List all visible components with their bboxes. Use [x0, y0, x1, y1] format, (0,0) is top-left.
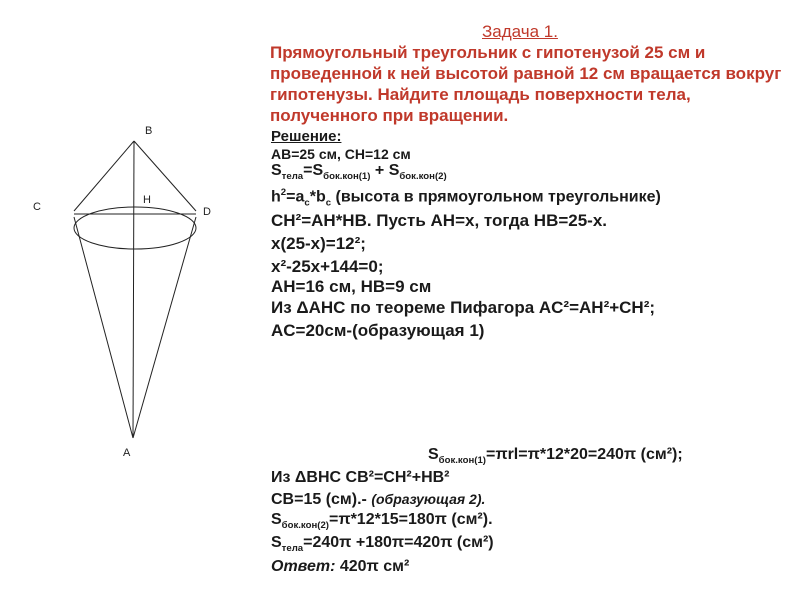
solution-line-8: Из ΔAHC по теореме Пифагора AC²=AH²+CH²;	[271, 298, 656, 317]
formula-height: $h^2=a_c*b_c$ (высота в прямоугольном треугольнике)	[271, 187, 661, 209]
label-a: A	[123, 447, 131, 459]
answer-label: Ответ:	[271, 558, 336, 575]
solution-heading: Решение:	[271, 128, 342, 145]
solution-line-5: x(25-x)=12²;	[271, 234, 366, 253]
solution-line-6: x²-25x+144=0;	[271, 257, 384, 276]
label-b: B	[145, 125, 153, 137]
label-h: H	[143, 194, 151, 206]
problem-statement: Прямоугольный треугольник с гипотенузой 25 см и проведенной к ней высотой равной 12 см вращается вокруг гипотенузы. Найдите площадь поверхности тела, полученного при вращении.	[270, 43, 782, 125]
solution-line-11: Из ΔBHC CB²=CH²+HB²	[271, 469, 450, 486]
answer-value: 420π см²	[335, 558, 410, 575]
label-c: C	[33, 201, 41, 213]
label-d: D	[203, 206, 211, 218]
solution-line-9: AC=20см-(образующая 1)	[271, 321, 485, 340]
line-ac	[74, 217, 133, 438]
formula-total-area: $S_{тела}=240\pi +180\pi=420\pi$ (см²)	[271, 534, 494, 555]
base-ellipse	[74, 207, 196, 249]
solution-line-12: CB=15 (см).- (образующая 2).	[271, 491, 486, 508]
formula-s-total: $S_{тела}=S_{бок.кон(1)} + S_{бок.кон(2)}$	[271, 162, 447, 183]
task-title: Задача 1.	[482, 22, 558, 41]
solution-line-7: AH=16 см, HB=9 см	[271, 277, 432, 296]
answer-line	[271, 558, 791, 576]
solution-given: АВ=25 см, СН=12 см	[271, 146, 411, 162]
formula-lateral-2: $S_{бок.кон(2)}=\pi*12*15=180\pi$ (см²).	[271, 511, 493, 532]
solution-line-4: CH²=AH*HB. Пусть AH=x, тогда HB=25-x.	[271, 211, 608, 230]
formula-lateral-1: $S_{бок.кон(1)}=\pi rl=\pi*12*20=240\pi$ (см²);	[428, 446, 683, 467]
axis-ba	[133, 141, 134, 438]
line-ad	[133, 217, 196, 438]
line-bc	[74, 141, 134, 211]
